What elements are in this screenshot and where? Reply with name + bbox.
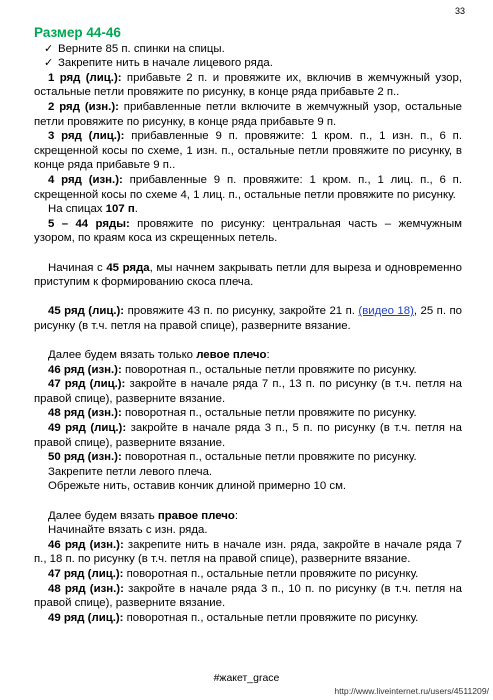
- intro-paragraph: Начиная с 45 ряда, мы начнем закрывать петли для выреза и одновременно приступим к формированию скоса плеча.: [34, 261, 462, 289]
- source-url[interactable]: http://www.liveinternet.ru/users/4511209/: [334, 686, 489, 696]
- row-label: 46 ряд (изн.):: [48, 538, 124, 551]
- row-label: 48 ряд (изн.):: [48, 582, 124, 595]
- row-label: 49 ряд (лиц.):: [48, 611, 124, 624]
- row-instruction: 47 ряд (лиц.): закройте в начале ряда 7 п., 13 п. по рисунку (в т.ч. петля на правой спице), разверните вязание.: [34, 378, 463, 405]
- checkmark-icon: ✓: [44, 42, 54, 55]
- row-label: 4 ряд (изн.):: [48, 173, 123, 186]
- row-label: 1 ряд (лиц.):: [48, 71, 122, 84]
- row-instruction: 48 ряд (изн.): закройте в начале ряда 3 п., 10 п. по рисунку (в т.ч. петля на правой спице), разверните вязание.: [34, 582, 462, 610]
- row-label: 47 ряд (лиц.):: [48, 378, 126, 391]
- right-shoulder-heading: Далее будем вязать правое плечо:: [48, 509, 239, 522]
- cut-note: Обрежьте нить, оставив кончик длиной примерно 10 см.: [48, 480, 347, 493]
- row-label: 45 ряд (лиц.):: [48, 305, 125, 318]
- close-note: Закрепите петли левого плеча.: [48, 465, 213, 478]
- row-instruction: 2 ряд (изн.): прибавленные петли включите в жемчужный узор, остальные петли провяжите по рисунку, в конце ряда прибавьте 9 п.: [34, 100, 462, 128]
- checklist-item: ✓ Закрепите нить в начале лицевого ряда.: [44, 57, 273, 70]
- row-label: 50 ряд (изн.):: [48, 451, 122, 464]
- row-instruction: 45 ряд (лиц.): провяжите 43 п. по рисунку, закройте 21 п. (видео 18), 25 п. по рисунку (в т.ч. петля на правой спице), разверните вязание.: [34, 305, 462, 332]
- row-label: 48 ряд (изн.):: [48, 407, 122, 420]
- row-label: 3 ряд (лиц.):: [48, 130, 125, 143]
- row-instruction: 1 ряд (лиц.): прибавьте 2 п. и провяжите их, включив в жемчужный узор, остальные петли провяжите по рисунку, в конце ряда прибавьте 2 п..: [34, 71, 462, 99]
- checkmark-icon: ✓: [44, 57, 54, 70]
- video-link[interactable]: (видео 18): [358, 305, 414, 318]
- row-instruction: 46 ряд (изн.): поворотная п., остальные петли провяжите по рисунку.: [48, 363, 417, 376]
- row-label: 2 ряд (изн.):: [48, 100, 119, 113]
- row-instruction: 50 ряд (изн.): поворотная п., остальные петли провяжите по рисунку.: [48, 451, 417, 464]
- pattern-content: [34, 26, 462, 625]
- row-label: 5 – 44 ряды:: [48, 217, 130, 230]
- hashtag: #жакет_grace: [213, 672, 280, 684]
- size-heading: Размер 44-46: [34, 25, 121, 40]
- row-instruction: 5 – 44 ряды: провяжите по рисунку: центральная часть – жемчужным узором, по краям коса из скрещенных петель.: [34, 217, 462, 245]
- row-instruction: 4 ряд (изн.): прибавленные 9 п. провяжите: 1 кром. п., 1 лиц. п., 6 п. скрещенной косы по схеме 4, 1 лиц. п., остальные петли провяжите по рисунку.: [34, 173, 462, 201]
- stitch-count: На спицах 107 п.: [48, 203, 138, 216]
- row-instruction: 49 ряд (лиц.): поворотная п., остальные петли провяжите по рисунку.: [48, 611, 419, 624]
- checklist-item: ✓ Верните 85 п. спинки на спицы.: [44, 42, 225, 55]
- row-label: 47 ряд (лиц.):: [48, 567, 124, 580]
- left-shoulder-heading: Далее будем вязать только левое плечо:: [48, 349, 270, 362]
- row-label: 46 ряд (изн.):: [48, 363, 122, 376]
- page-number: 33: [455, 6, 466, 16]
- start-note: Начинайте вязать с изн. ряда.: [48, 524, 208, 537]
- row-instruction: 49 ряд (лиц.): закройте в начале ряда 3 п., 5 п. по рисунку (в т.ч. петля на правой спице), разверните вязание.: [34, 422, 463, 449]
- row-instruction: 48 ряд (изн.): поворотная п., остальные петли провяжите по рисунку.: [48, 407, 417, 420]
- row-instruction: 3 ряд (лиц.): прибавленные 9 п. провяжите: 1 кром. п., 1 изн. п., 6 п. скрещенной косы по схеме, 1 изн. п., остальные петли провяжите по рисунку, в конце ряда прибавьте 9 п..: [34, 130, 462, 172]
- row-instruction: 46 ряд (изн.): закрепите нить в начале изн. ряда, закройте в начале ряда 7 п., 18 п. по рисунку (в т.ч. петля на правой спице), разверните вязание.: [34, 538, 462, 566]
- row-label: 49 ряд (лиц.):: [48, 422, 127, 435]
- row-instruction: 47 ряд (лиц.): поворотная п., остальные петли провяжите по рисунку.: [48, 567, 419, 580]
